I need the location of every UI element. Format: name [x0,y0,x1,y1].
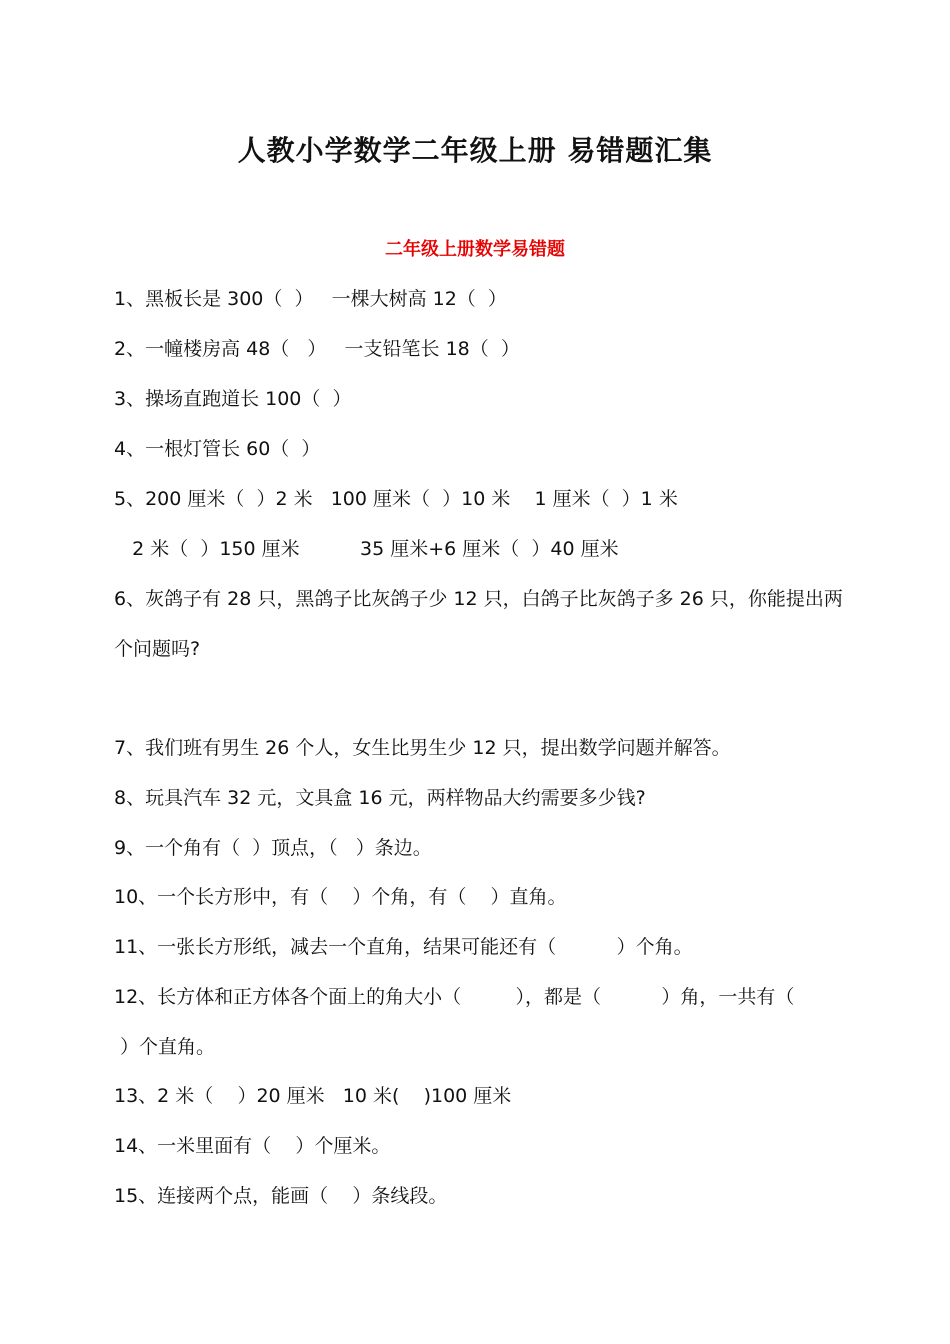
question-14: 14、一米里面有（ ）个厘米。 [114,1135,391,1157]
question-12-line-1: 12、长方体和正方体各个面上的角大小（ ），都是（ ）角，一共有（ [114,986,795,1008]
question-5-line-2: 2 米（ ）150 厘米 35 厘米+6 厘米（ ）40 厘米 [114,538,619,560]
question-6-line-1: 6、灰鸽子有 28 只，黑鸽子比灰鸽子少 12 只，白鸽子比灰鸽子多 26 只，你能提出两 [114,588,843,610]
question-6-line-2: 个问题吗? [114,638,201,660]
question-8: 8、玩具汽车 32 元，文具盒 16 元，两样物品大约需要多少钱? [114,787,646,809]
question-7: 7、我们班有男生 26 个人，女生比男生少 12 只，提出数学问题并解答。 [114,737,731,759]
question-5-line-1: 5、200 厘米（ ）2 米 100 厘米（ ）10 米 1 厘米（ ）1 米 [114,488,678,510]
question-3: 3、操场直跑道长 100（ ） [114,388,352,410]
question-11: 11、一张长方形纸，减去一个直角，结果可能还有（ ）个角。 [114,936,693,958]
question-12-line-2: ）个直角。 [114,1036,216,1058]
question-2: 2、一幢楼房高 48（ ） 一支铅笔长 18（ ） [114,338,520,360]
question-15: 15、连接两个点，能画（ ）条线段。 [114,1185,448,1207]
question-13: 13、2 米（ ）20 厘米 10 米( )100 厘米 [114,1085,512,1107]
question-1: 1、黑板长是 300（ ） 一棵大树高 12（ ） [114,288,507,310]
document-title: 人教小学数学二年级上册 易错题汇集 [237,134,713,167]
question-4: 4、一根灯管长 60（ ） [114,438,321,460]
question-10: 10、一个长方形中，有（ ）个角，有（ ）直角。 [114,886,567,908]
section-title: 二年级上册数学易错题 [385,239,565,260]
question-9: 9、一个角有（ ）顶点，（ ）条边。 [114,837,432,859]
